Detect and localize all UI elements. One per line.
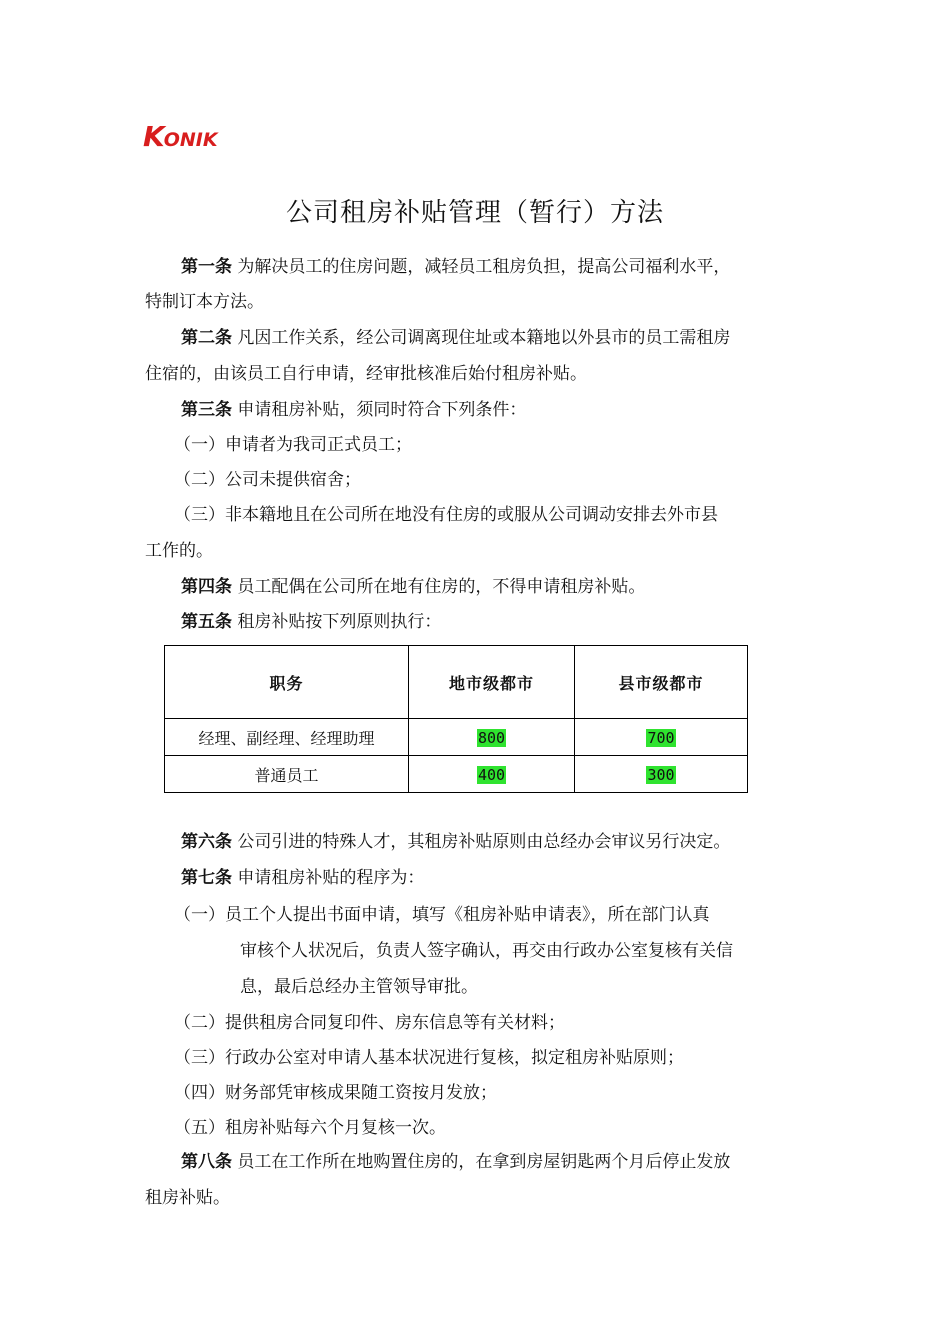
article-text: 申请租房补贴，须同时符合下列条件： xyxy=(232,400,527,420)
article-1-cont: 特制订本方法。 xyxy=(145,292,264,312)
step-2: （二）提供租房合同复印件、房东信息等有关材料； xyxy=(174,1013,565,1033)
document-title: 公司租房补贴管理（暂行）方法 xyxy=(285,198,664,228)
article-1 xyxy=(145,249,810,285)
article-label: 第六条 xyxy=(181,832,232,852)
logo-letter-k: K xyxy=(143,120,165,153)
highlighted-value: 800 xyxy=(477,728,506,747)
article-label: 第七条 xyxy=(181,868,232,888)
article-text: 公司引进的特殊人才，其租房补贴原则由总经办会审议另行决定。 xyxy=(232,832,731,852)
step-5: （五）租房补贴每六个月复核一次。 xyxy=(174,1118,446,1138)
cell-role: 普通员工 xyxy=(165,756,409,793)
step-3: （三）行政办公室对申请人基本状况进行复核，拟定租房补贴原则； xyxy=(174,1048,684,1068)
header-position: 职务 xyxy=(165,646,409,719)
cell-county xyxy=(575,719,748,756)
highlighted-value: 700 xyxy=(647,728,675,747)
article-text: 员工在工作所在地购置住房的，在拿到房屋钥匙两个月后停止发放 xyxy=(232,1152,731,1172)
article-text: 为解决员工的住房问题，减轻员工租房负担，提高公司福利水平， xyxy=(232,257,731,277)
article-5 xyxy=(145,604,810,640)
article-text: 员工配偶在公司所在地有住房的，不得申请租房补贴。 xyxy=(232,577,646,597)
article-label: 第二条 xyxy=(181,328,232,348)
table-header-row xyxy=(165,646,748,719)
article-8 xyxy=(145,1144,810,1180)
condition-2: （二）公司未提供宿舍； xyxy=(174,470,361,490)
cell-role: 经理、副经理、经理助理 xyxy=(165,719,409,756)
condition-3-cont: 工作的。 xyxy=(145,541,213,561)
highlighted-value: 400 xyxy=(477,765,506,784)
cell-county xyxy=(575,756,748,793)
table-row xyxy=(165,719,748,756)
article-label: 第四条 xyxy=(181,577,232,597)
article-label: 第五条 xyxy=(181,612,232,632)
cell-city xyxy=(409,756,575,793)
article-6 xyxy=(145,824,810,860)
article-label: 第三条 xyxy=(181,400,232,420)
header-city: 地市级都市 xyxy=(409,646,575,719)
logo-letters: ONIK xyxy=(163,129,218,151)
article-label: 第一条 xyxy=(181,257,232,277)
article-2 xyxy=(145,320,810,356)
article-2-cont: 住宿的，由该员工自行申请，经审批核准后始付租房补贴。 xyxy=(145,364,587,384)
article-7 xyxy=(145,860,810,896)
article-8-cont: 租房补贴。 xyxy=(145,1188,230,1208)
highlighted-value: 300 xyxy=(647,765,675,784)
step-4: （四）财务部凭审核成果随工资按月发放； xyxy=(174,1083,497,1103)
article-3 xyxy=(145,392,810,428)
article-text: 申请租房补贴的程序为： xyxy=(232,868,425,888)
step-1-cont2: 息，最后总经办主管领导审批。 xyxy=(240,977,478,997)
article-label: 第八条 xyxy=(181,1152,232,1172)
condition-3: （三）非本籍地且在公司所在地没有住房的或服从公司调动安排去外市县 xyxy=(174,505,718,525)
step-1: （一）员工个人提出书面申请，填写《租房补贴申请表》，所在部门认真 xyxy=(174,905,710,925)
step-1-cont: 审核个人状况后，负责人签字确认，再交由行政办公室复核有关信 xyxy=(240,941,733,961)
subsidy-table xyxy=(164,645,748,793)
condition-1: （一）申请者为我司正式员工； xyxy=(174,435,412,455)
table-row xyxy=(165,756,748,793)
company-logo xyxy=(143,121,218,151)
article-4 xyxy=(145,569,810,605)
article-text: 凡因工作关系，经公司调离现住址或本籍地以外县市的员工需租房 xyxy=(232,328,731,348)
cell-city xyxy=(409,719,575,756)
article-text: 租房补贴按下列原则执行： xyxy=(232,612,442,632)
header-county: 县市级都市 xyxy=(575,646,748,719)
